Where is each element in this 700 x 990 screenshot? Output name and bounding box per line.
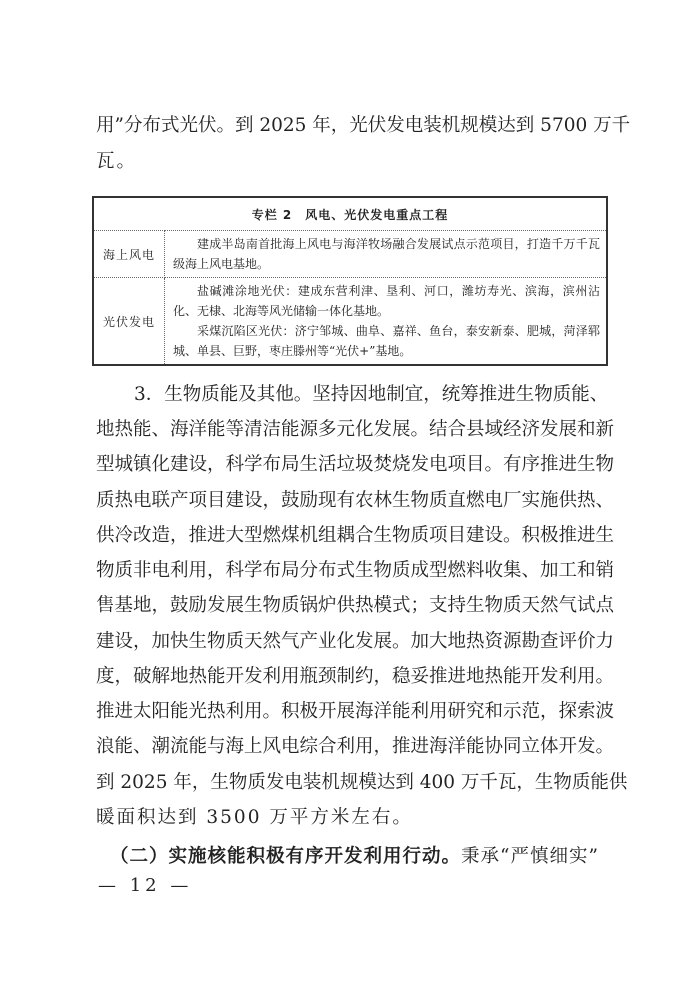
section-heading-rest: 秉承“严慎细实” (461, 846, 599, 867)
intro-line-2: 瓦。 (96, 151, 138, 172)
table-row (93, 278, 607, 366)
body-line: 售基地，鼓励发展生物质锅炉供热模式；支持生物质天然气试点 (96, 595, 615, 616)
row-paragraph: 盐碱滩涂地光伏：建成东营利津、垦利、河口，潍坊寿光、滨海，滨州沾化、无棣、北海等风光储输一体化基地。 (173, 284, 600, 318)
body-line: 推进太阳能光热利用。积极开展海洋能利用研究和示范，探索波 (96, 701, 615, 722)
body-line: 度，破解地热能开发利用瓶颈制约，稳妥推进地热能开发利用。 (96, 666, 615, 687)
row-paragraph: 建成半岛南首批海上风电与海洋牧场融合发展试点示范项目，打造千万千瓦级海上风电基地。 (173, 237, 600, 271)
box-title: 专栏 2 风电、光伏发电重点工程 (93, 197, 607, 231)
body-line: 3．生物质能及其他。坚持因地制宜，统筹推进生物质能、 (134, 384, 609, 405)
body-line-last: 暖面积达到 3500 万平方米左右。 (96, 807, 413, 828)
page-number: — 12 — (98, 875, 193, 896)
row-label: 光伏发电 (93, 278, 165, 366)
intro-line-1: 用”分布式光伏。到 2025 年，光伏发电装机规模达到 5700 万千 (96, 115, 631, 136)
body-line: 物质非电利用，科学布局分布式生物质成型燃料收集、加工和销 (96, 560, 615, 581)
body-line: 地热能、海洋能等清洁能源多元化发展。结合县域经济发展和新 (96, 419, 615, 440)
row-content (165, 278, 608, 366)
table-row (93, 231, 607, 278)
body-line: 到 2025 年，生物质发电装机规模达到 400 万千瓦，生物质能供 (96, 772, 628, 793)
row-paragraph: 采煤沉陷区光伏：济宁邹城、曲阜、嘉祥、鱼台，泰安新泰、肥城，菏泽郓城、单县、巨野，枣庄滕州等“光伏+”基地。 (173, 324, 600, 358)
body-line: 质热电联产项目建设，鼓励现有农林生物质直燃电厂实施供热、 (96, 490, 615, 511)
row-content (165, 231, 608, 278)
section-heading: （二）实施核能积极有序开发利用行动。 (110, 846, 462, 867)
row-label: 海上风电 (93, 231, 165, 278)
body-line: 建设，加快生物质天然气产业化发展。加大地热资源勘查评价力 (96, 631, 615, 652)
body-line: 型城镇化建设，科学布局生活垃圾焚烧发电项目。有序推进生物 (96, 454, 615, 475)
body-line: 浪能、潮流能与海上风电综合利用，推进海洋能协同立体开发。 (96, 736, 615, 757)
body-line: 供冷改造，推进大型燃煤机组耦合生物质项目建设。积极推进生 (96, 525, 615, 546)
section-heading-line (110, 845, 606, 869)
special-column-box (92, 196, 608, 366)
